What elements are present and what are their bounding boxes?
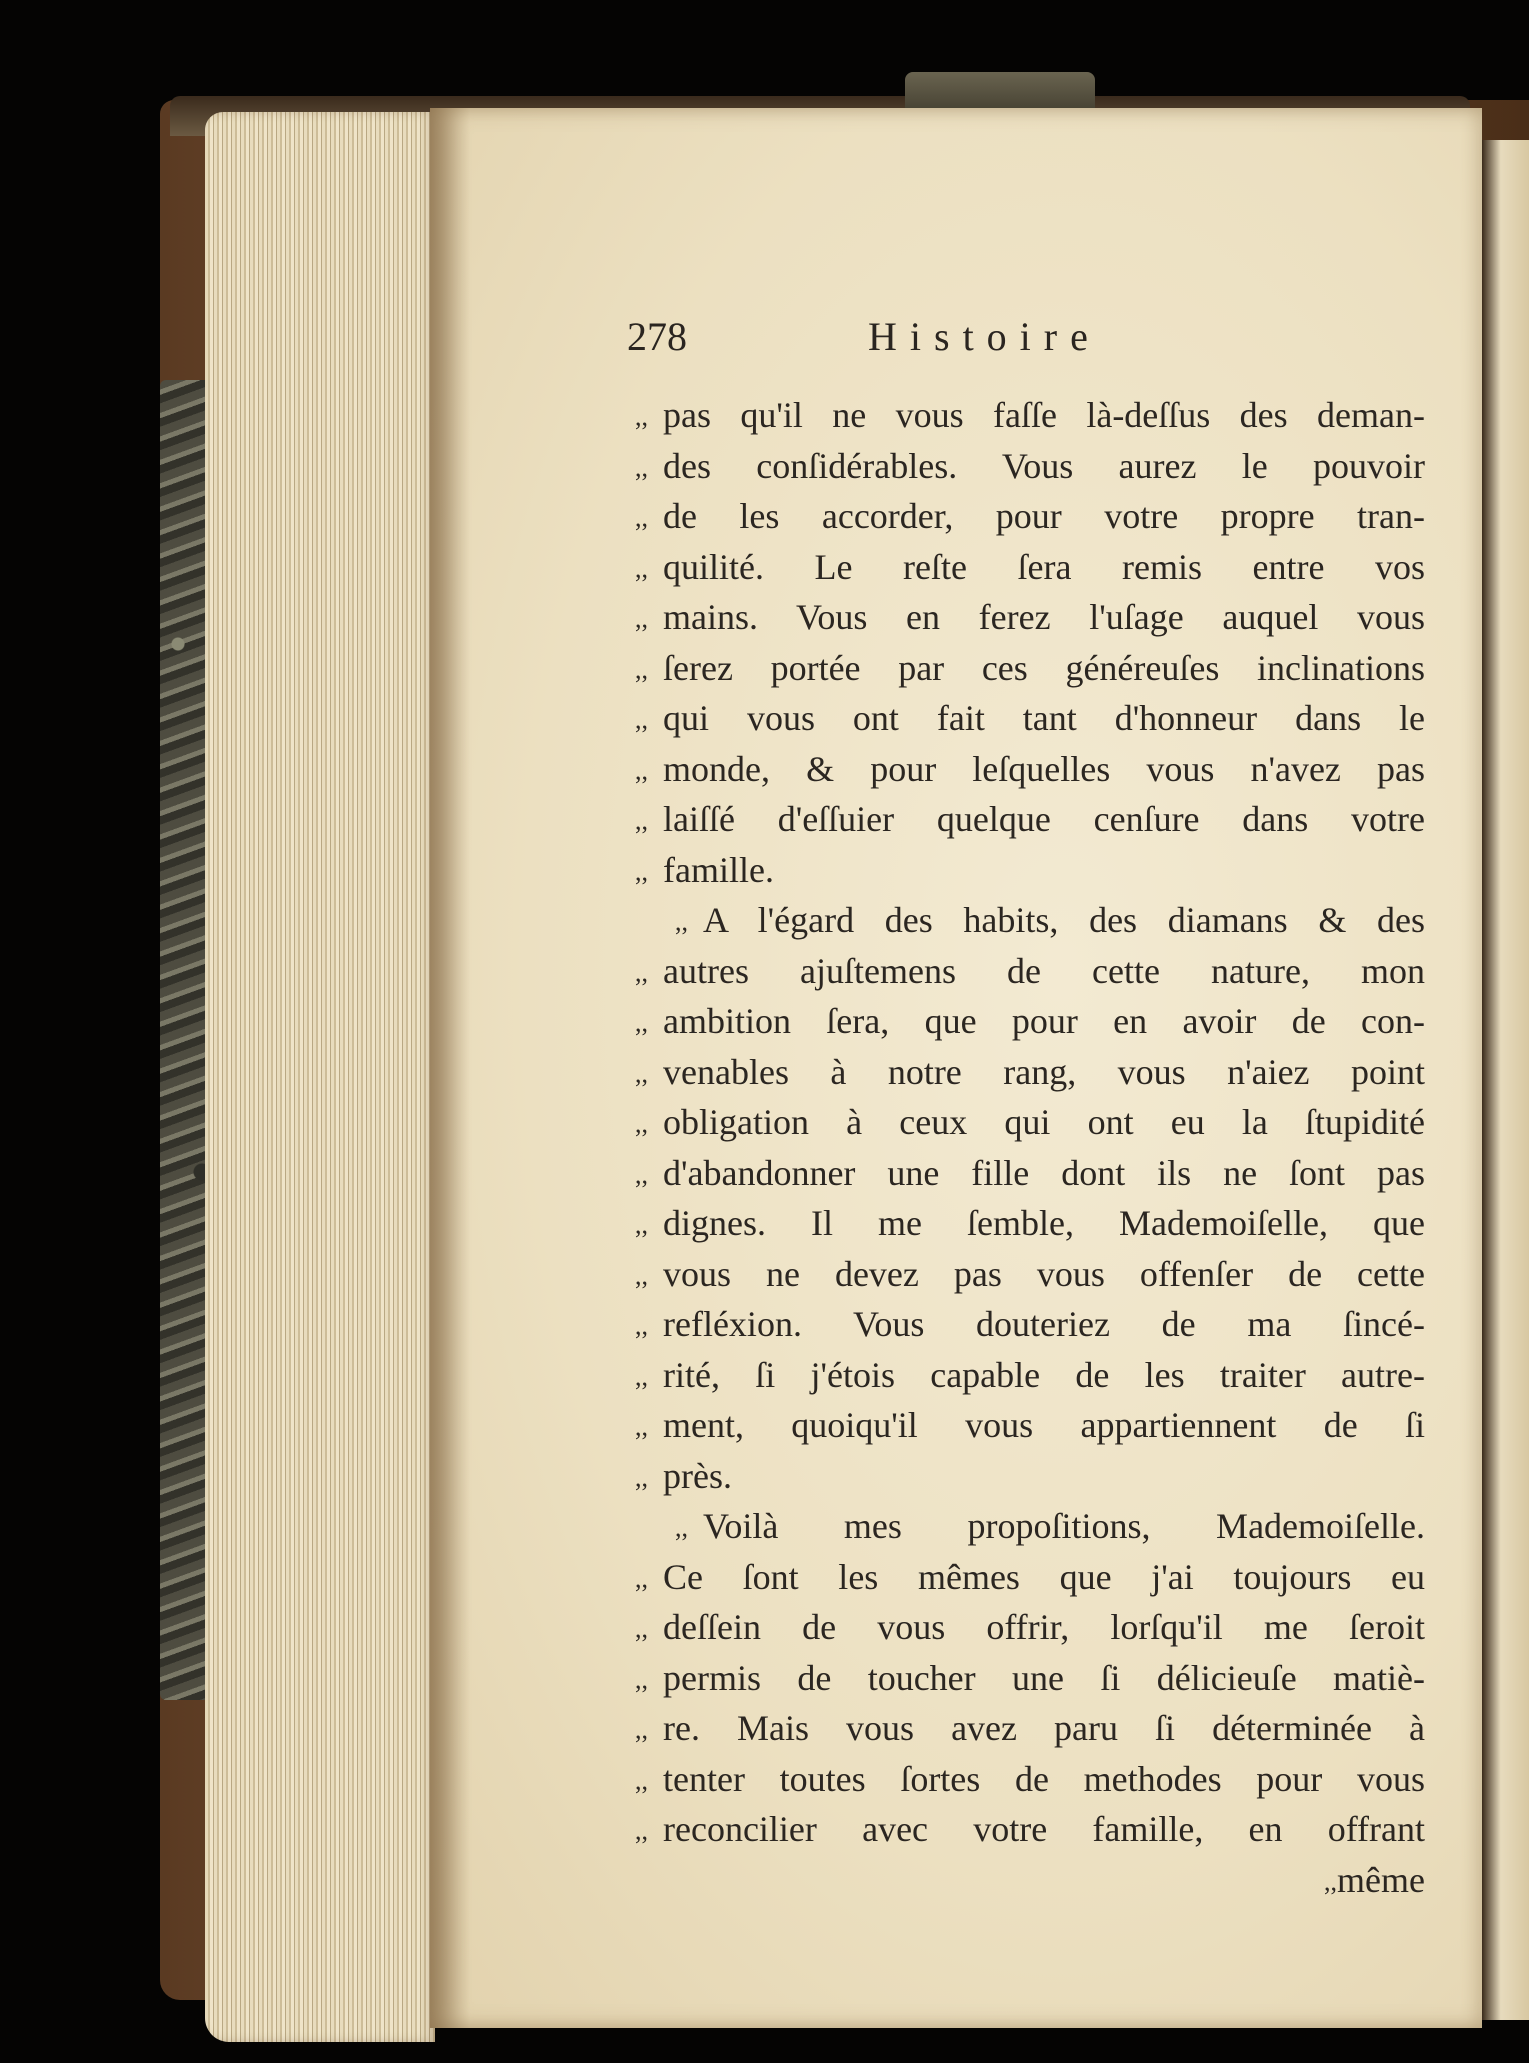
line-text: autres ajuſtemens de cette nature, mon — [663, 950, 1425, 991]
quote-mark: ,, — [635, 755, 648, 785]
text-line — [635, 1148, 1425, 1199]
text-line — [635, 794, 1425, 845]
text-line — [635, 946, 1425, 997]
quote-mark: ,, — [635, 604, 648, 633]
quote-mark: ,, — [635, 1664, 648, 1694]
quote-mark: ,, — [675, 1513, 688, 1542]
quote-mark: ,, — [635, 1715, 648, 1744]
line-text: deſſein de vous offrir, lorſqu'il me ſeroit — [663, 1607, 1425, 1647]
quote-mark: ,, — [635, 1058, 648, 1088]
quote-mark: ,, — [1324, 1866, 1338, 1896]
facing-page-edge — [1482, 140, 1529, 2020]
text-line — [635, 643, 1425, 694]
quote-mark: ,, — [635, 1210, 648, 1239]
quote-mark: ,, — [635, 705, 648, 734]
book-page — [430, 108, 1482, 2028]
line-text: ſerez portée par ces généreuſes inclinations — [663, 647, 1425, 688]
page-header — [430, 313, 1482, 373]
paragraph-start-line — [635, 1501, 1425, 1552]
line-text: pas qu'il ne vous faſſe là-deſſus des deman- — [663, 395, 1425, 435]
quote-mark: ,, — [635, 1412, 648, 1441]
text-line — [635, 1097, 1425, 1148]
text-line — [635, 1047, 1425, 1098]
line-text: ambition ſera, que pour en avoir de con- — [663, 1001, 1425, 1041]
paragraph-start-line — [635, 895, 1425, 946]
line-text: dignes. Il me ſemble, Mademoiſelle, que — [663, 1203, 1425, 1243]
quote-mark: ,, — [635, 1765, 648, 1795]
quote-mark: ,, — [635, 503, 648, 532]
line-text: d'abandonner une fille dont ils ne ſont pas — [663, 1152, 1425, 1193]
line-text: qui vous ont fait tant d'honneur dans le — [663, 698, 1425, 738]
line-text: mains. Vous en ferez l'uſage auquel vous — [663, 597, 1425, 637]
quote-mark: ,, — [635, 1260, 648, 1290]
line-text: vous ne devez pas vous offenſer de cette — [663, 1253, 1425, 1294]
line-text: rité, ſi j'étois capable de les traiter autre- — [663, 1354, 1425, 1395]
quote-mark: ,, — [635, 452, 648, 482]
line-text: A l'égard des habits, des diamans & des — [703, 900, 1425, 940]
line-text: Voilà mes propoſitions, Mademoiſelle. — [703, 1506, 1425, 1546]
quote-mark: ,, — [635, 654, 648, 684]
quote-mark: ,, — [635, 1109, 648, 1138]
text-line — [635, 542, 1425, 593]
line-text: quilité. Le reſte ſera remis entre vos — [663, 546, 1425, 587]
quote-mark: ,, — [635, 1361, 648, 1391]
quote-mark: ,, — [635, 957, 648, 987]
text-line — [635, 1602, 1425, 1653]
text-line — [635, 845, 1425, 896]
line-text: permis de toucher une ſi délicieuſe matiè- — [663, 1657, 1425, 1698]
quote-mark: ,, — [635, 1614, 648, 1643]
text-line — [635, 693, 1425, 744]
line-text: ment, quoiqu'il vous appartiennent de ſi — [663, 1405, 1425, 1445]
quote-mark: ,, — [635, 1816, 648, 1845]
quote-mark: ,, — [635, 856, 648, 886]
line-text: près. — [663, 1455, 732, 1496]
text-line — [635, 1400, 1425, 1451]
text-line — [635, 390, 1425, 441]
text-line — [635, 1249, 1425, 1300]
line-text: laiſſé d'eſſuier quelque cenſure dans votre — [663, 799, 1425, 839]
quote-mark: ,, — [675, 907, 688, 936]
quote-mark: ,, — [635, 402, 648, 431]
quote-mark: ,, — [635, 806, 648, 835]
line-text: de les accorder, pour votre propre tran- — [663, 496, 1425, 536]
text-line — [635, 996, 1425, 1047]
text-line — [635, 1198, 1425, 1249]
text-line — [635, 1552, 1425, 1603]
text-line — [635, 1703, 1425, 1754]
text-line — [635, 1804, 1425, 1855]
quote-mark: ,, — [635, 1311, 648, 1340]
line-text: refléxion. Vous douteriez de ma ſincé- — [663, 1304, 1425, 1344]
body-text — [635, 390, 1425, 1905]
catchword-line — [635, 1855, 1425, 1906]
text-line — [635, 592, 1425, 643]
running-head: Histoire — [868, 314, 1101, 359]
quote-mark: ,, — [635, 1563, 648, 1593]
quote-mark: ,, — [635, 1159, 648, 1189]
line-text: obligation à ceux qui ont eu la ſtupidité — [663, 1102, 1425, 1142]
page-edges — [205, 112, 435, 2042]
line-text: famille. — [663, 849, 774, 890]
text-line — [635, 1299, 1425, 1350]
line-text: re. Mais vous avez paru ſi déterminée à — [663, 1708, 1425, 1748]
text-line — [635, 441, 1425, 492]
line-text: reconcilier avec votre famille, en offrant — [663, 1809, 1425, 1849]
gutter-shadow — [430, 108, 470, 2028]
catchword: même — [1337, 1859, 1425, 1900]
page-number: 278 — [627, 314, 687, 359]
quote-mark: ,, — [635, 1462, 648, 1492]
quote-mark: ,, — [635, 553, 648, 583]
line-text: tenter toutes ſortes de methodes pour vous — [663, 1758, 1425, 1799]
text-line — [635, 744, 1425, 795]
text-line — [635, 1350, 1425, 1401]
text-line — [635, 491, 1425, 542]
line-text: des conſidérables. Vous aurez le pouvoir — [663, 445, 1425, 486]
text-line — [635, 1754, 1425, 1805]
text-line — [635, 1653, 1425, 1704]
line-text: Ce ſont les mêmes que j'ai toujours eu — [663, 1556, 1425, 1597]
line-text: venables à notre rang, vous n'aiez point — [663, 1051, 1425, 1092]
line-text: monde, & pour leſquelles vous n'avez pas — [663, 748, 1425, 789]
text-line — [635, 1451, 1425, 1502]
quote-mark: ,, — [635, 1008, 648, 1037]
